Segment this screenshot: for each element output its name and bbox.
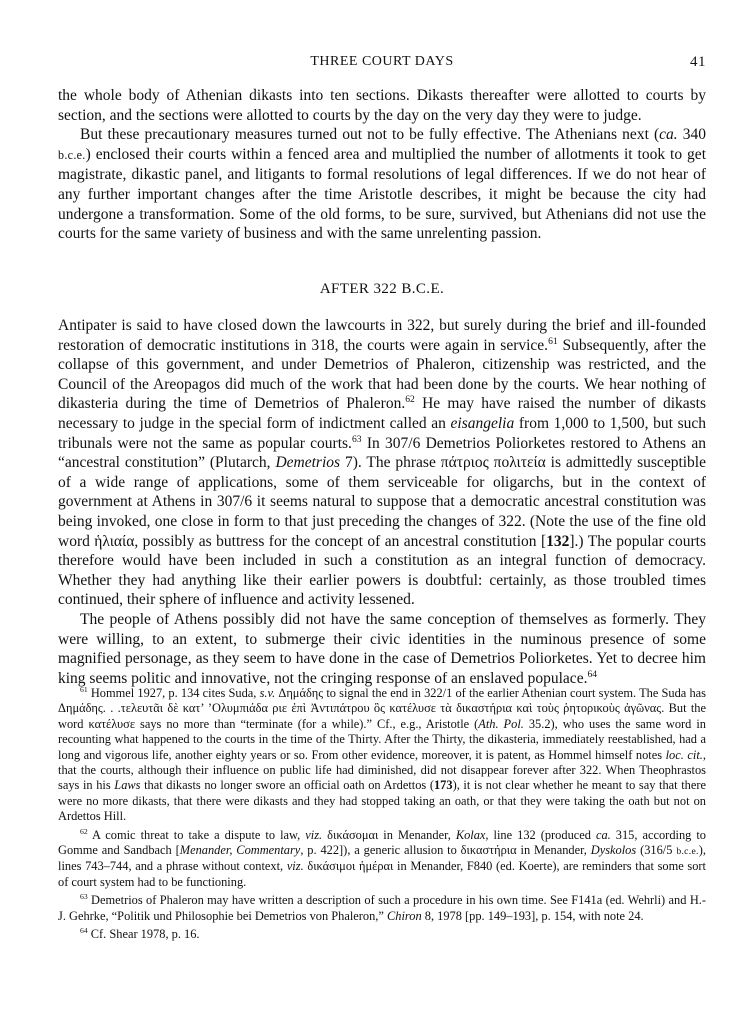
text-run: Subsequently, after the collapse of this government, and under Demetrios of Phaleron, citizenship was restricted, and the Council of the Areopagos did much of the work that had been done by the courts. We hear nothing of dikasteria during the time of Demetrios of Phaleron. [58,336,706,413]
text-run: 63 [80,892,88,902]
section-heading: AFTER 322 B.C.E. [319,281,445,297]
text-run: , line 132 (produced [485,827,596,842]
footnote-64 [58,927,706,942]
text-run: viz. [305,827,323,842]
text-run: 62 [80,826,88,836]
text-run: 35.2), who uses the same word in recounting what happened to the courts in the time of the Thirty. After the Thirty, the dikasteria, immediately reestablished, had a long and vigorous life, another eighty years or so. From other evidence, moreover, it is patent, as Hommel himself notes [58,716,706,762]
text-run: Chiron [387,908,422,923]
continuation-text [58,86,706,244]
text-run: Dyskolos [590,843,637,858]
text-run: δικάσομαι in Menander, [322,827,456,842]
text-run: ].) The popular courts therefore would have been included in such a constitution as an integral function of democracy. Whether they had anything like their earlier powers is doubtful: certainly, as those troubled times continued, their sphere of influence and activity lessened. [58,532,706,609]
text-run: δικάσιμοι ἡμέραι in Menander, F840 (ed. Koerte), are reminders that some sort of court system had to be functioning. [58,859,706,889]
text-run: Ath. Pol. [478,716,524,731]
paragraph [58,316,706,610]
text-run: 64 [80,925,88,935]
footnote-ref[interactable]: 63 [351,433,362,445]
text-run: from 1,000 to 1,500, but such tribunals were not the same as popular courts. [58,414,706,452]
text-run: Demetrios [275,454,341,472]
paragraph [58,86,706,125]
text-run: 7). The phrase πάτριος πολιτεία is admittedly susceptible of a wide range of applications, some of them serviceable for oligarchs, but in the context of government at Athens in 307/6 it seems natural to suppose that a democratic ancestral constitution was being invoked, one close in form to that just preceding the changes of 322. (Note the use of the fine old word ἡλιαία, possibly as buttress for the concept of an ancestral constitution [ [58,454,706,550]
text-run: Hommel 1927, p. 134 cites Suda, [87,686,260,700]
text-run: ca. [595,827,611,842]
text-run: the whole body of Athenian dikasts into ten sections. Dikasts thereafter were allotted to courts by section, and the sections were allotted to courts by the day on the very day they were to judge. [58,87,706,124]
text-run: Antipater is said to have closed down the lawcourts in 322, but surely during the brief and ill-founded restoration of democratic institutions in 318, the courts were again in service. [58,317,706,354]
text-run: , p. 422]), a generic allusion to δικαστήρια in Menander, [300,843,591,858]
text-run: But these precautionary measures turned out not to be fully effective. The Athenians next ( [80,126,660,144]
footnote-ref[interactable]: 64 [587,668,598,680]
footnote-ref[interactable]: 62 [405,394,415,406]
text-run: eisangelia [450,414,515,432]
text-run: Kolax [455,827,486,842]
text-run: , that the courts, although their influence on public life had diminished, did not disappear forever after 322. When Theophrastos says in his [58,747,706,793]
text-run: loc. cit. [665,747,703,762]
text-run: (316/5 [636,843,677,858]
text-run: A comic threat to take a dispute to law, [87,827,306,842]
text-run: ), it is not clear whether he meant to say that there were no more dikasts, that there were dikasts and they had stopped taking an oath, or that they were taking the oath but not on Ardettos Hill. [58,778,706,824]
text-run: He may have raised the number of dikasts necessary to judge in the special form of indictment called an [58,395,706,432]
text-run: 340 [677,126,707,144]
footnote-61 [58,686,706,825]
footnote-62 [58,828,706,891]
text-run: 8, 1978 [pp. 149–193], p. 154, with note 24. [421,908,644,923]
cross-reference: 132 [546,532,570,550]
text-run: 61 [80,684,88,694]
text-run: Menander, Commentary [179,843,301,858]
footnotes [58,686,706,946]
text-run: s.v. [259,686,276,700]
text-run: b.c.e. [58,147,86,162]
text-run: In 307/6 Demetrios Poliorketes restored to Athens an “ancestral constitution” (Plutarch, [58,434,706,472]
footnote-63 [58,893,706,924]
running-head [58,54,706,72]
paragraph [58,610,706,688]
text-run: Laws [114,778,141,793]
text-run: ), lines 743–744, and a phrase without context, [58,843,706,874]
running-head-title: THREE COURT DAYS [310,54,454,69]
text-run: The people of Athens possibly did not have the same conception of themselves as formerly. They were willing, to an extent, to submerge their civic identities in the numinous presence of some magnified personage, as they seem to have done in the case of Demetrios Poliorketes. Yet to decree him king seems politic and innovative, not the cringing response of an enslaved populace. [58,610,706,687]
text-run: Δημάδης to signal the end in 322/1 of the earlier Athenian court system. The Suda has Δημάδης. . .τελευτᾶι δὲ κατ’ ’Ολυμπιάδα ριε ἐπὶ Ἀντιπάτρου ὃς κατέλυσε τὰ δικαστήρια καὶ τοὺς ῥητορικοὺς ἀγῶνας. But the word κατέλυσε says no more than “terminate (for a while).” Cf., e.g., Aristotle ( [58,686,706,731]
main-text [58,316,706,688]
text-run: 315, according to Gomme and Sandbach [ [58,827,706,858]
text-run: ) enclosed their courts within a fenced area and multiplied the number of allotments it took to get magistrate, dikastic panel, and litigants to formal resolutions of legal differences. If we do not hear of any further important changes after the time Aristotle describes, it might be because the city had undergone a transformation. Some of the old forms, to be sure, survived, but Athenians did not use the courts for the same variety of business and with the same unrelenting passion. [58,145,706,243]
text-run: b.c.e. [676,846,699,858]
text-run: that dikasts no longer swore an official oath on Ardettos ( [140,778,434,793]
page-number: 41 [690,54,706,70]
text-run: ca. [659,126,678,144]
cross-reference: 173 [433,778,453,793]
paragraph [58,125,706,244]
text-run: Cf. Shear 1978, p. 16. [87,927,200,942]
footnote-ref[interactable]: 61 [548,335,558,347]
text-run: viz. [286,859,304,874]
text-run: Demetrios of Phaleron may have written a description of such a procedure in his own time. See F141a (ed. Wehrli) and H.-J. Gehrke, “Politik und Philosophie bei Demetrios von Phaleron,” [58,893,706,923]
